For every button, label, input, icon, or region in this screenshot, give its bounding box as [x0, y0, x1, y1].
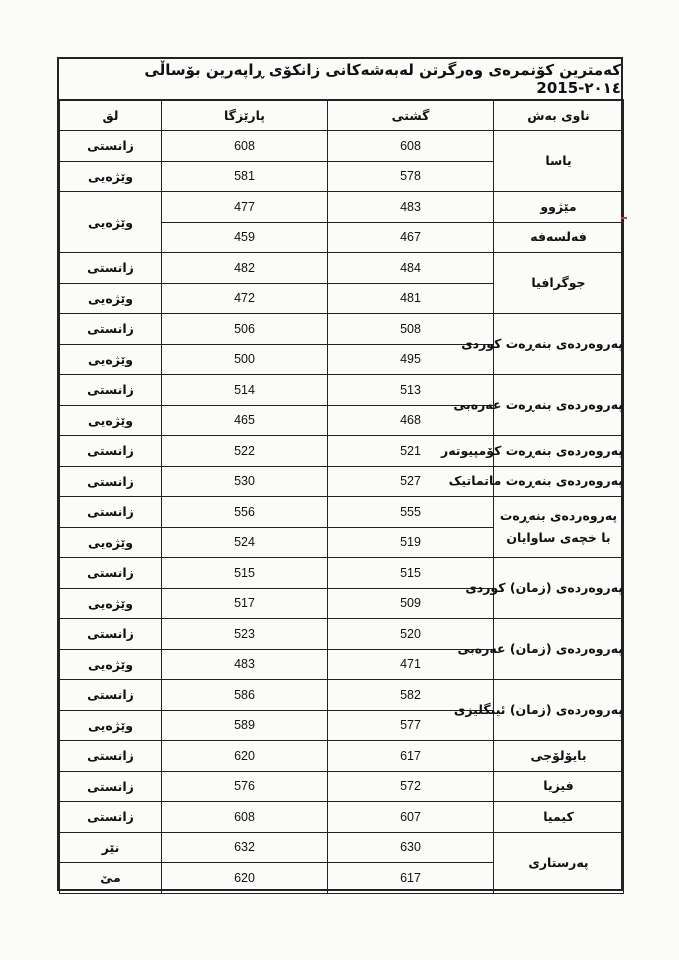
department-cell [453, 375, 624, 436]
province-score-cell: 608 [162, 131, 328, 162]
general-score-cell: 555 [328, 497, 494, 528]
general-score-cell: 617 [328, 863, 494, 894]
branch-cell: زانستی [60, 558, 162, 589]
department-name: جوگرافیا [531, 275, 586, 290]
table-row [60, 375, 624, 406]
department-cell [494, 802, 624, 833]
general-score-cell: 578 [328, 161, 494, 192]
department-name: فەلسەفە [530, 229, 587, 245]
department-name: پەروەردەی بنەڕەت کۆمپیوتەر [441, 442, 623, 458]
province-score-cell: 472 [162, 283, 328, 314]
department-name: یاسا [545, 153, 572, 168]
province-score-cell: 506 [162, 314, 328, 345]
department-name: مێژوو [540, 198, 577, 214]
department-cell [494, 832, 624, 893]
branch-cell: وێژەیی [60, 710, 162, 741]
province-score-cell: 581 [162, 161, 328, 192]
page-title: کەمترین کۆنمرەی وەرگرتن لەبەشەکانی زانکۆی ڕاپەرین بۆساڵی ٢٠١٤-2015 [59, 59, 621, 101]
table-row [60, 131, 624, 162]
department-cell [457, 619, 624, 680]
branch-cell: زانستی [60, 375, 162, 406]
general-score-cell: 483 [328, 192, 494, 223]
table-row [60, 802, 624, 833]
province-score-cell: 477 [162, 192, 328, 223]
branch-cell: نێر [60, 832, 162, 863]
table-body [60, 131, 624, 894]
general-score-cell: 519 [328, 527, 494, 558]
department-name: پەروەردەی (زمان) کوردی [465, 580, 623, 595]
department-cell [461, 314, 624, 375]
branch-cell: زانستی [60, 314, 162, 345]
province-score-cell: 589 [162, 710, 328, 741]
general-score-cell: 484 [328, 253, 494, 284]
branch-cell: زانستی [60, 619, 162, 650]
header-row [60, 100, 624, 131]
admission-table-sheet [57, 57, 623, 891]
table-row [60, 558, 624, 589]
department-name: پەرستاری [528, 854, 589, 870]
general-score-cell: 607 [328, 802, 494, 833]
general-score-cell: 527 [328, 466, 494, 497]
department-name: پەروەردەی (زمان) ئینگلیزی [453, 702, 623, 717]
general-score-cell: 467 [328, 222, 494, 253]
branch-cell: وێژەیی [60, 161, 162, 192]
table-row [60, 314, 624, 345]
department-cell [494, 771, 624, 802]
table-row [60, 253, 624, 284]
header-department: ناوی بەش [494, 100, 624, 131]
general-score-cell: 495 [328, 344, 494, 375]
department-cell [453, 680, 624, 741]
general-score-cell: 572 [328, 771, 494, 802]
department-name: کیمیا [543, 808, 574, 824]
branch-cell: وێژەیی [60, 405, 162, 436]
table-row [60, 771, 624, 802]
department-cell [494, 131, 624, 192]
department-name: با خچەی ساوایان [506, 530, 611, 545]
general-score-cell: 481 [328, 283, 494, 314]
department-cell [494, 741, 624, 772]
table-row [60, 619, 624, 650]
province-score-cell: 514 [162, 375, 328, 406]
department-name: پەروەردەی (زمان) عەرەبی [457, 641, 623, 656]
table-row [60, 680, 624, 711]
general-score-cell: 508 [328, 314, 494, 345]
table-row [60, 497, 624, 528]
department-cell [441, 436, 624, 467]
province-score-cell: 523 [162, 619, 328, 650]
branch-cell: زانستی [60, 497, 162, 528]
table-row [60, 741, 624, 772]
branch-cell: زانستی [60, 253, 162, 284]
province-score-cell: 482 [162, 253, 328, 284]
header-province: پارێزگا [162, 100, 328, 131]
department-cell [448, 466, 624, 497]
department-cell [494, 222, 624, 253]
province-score-cell: 586 [162, 680, 328, 711]
department-name: فیزیا [543, 778, 574, 794]
province-score-cell: 465 [162, 405, 328, 436]
province-score-cell: 632 [162, 832, 328, 863]
branch-cell: زانستی [60, 131, 162, 162]
province-score-cell: 459 [162, 222, 328, 253]
scores-table [59, 99, 624, 894]
branch-cell: زانستی [60, 436, 162, 467]
province-score-cell: 556 [162, 497, 328, 528]
general-score-cell: 513 [328, 375, 494, 406]
province-score-cell: 522 [162, 436, 328, 467]
table-row [60, 832, 624, 863]
province-score-cell: 530 [162, 466, 328, 497]
branch-cell: زانستی [60, 741, 162, 772]
general-score-cell: 471 [328, 649, 494, 680]
department-name: بایۆلۆجی [530, 747, 587, 763]
table-row [60, 192, 624, 223]
province-score-cell: 517 [162, 588, 328, 619]
ink-speck [621, 217, 627, 219]
branch-cell: زانستی [60, 802, 162, 833]
general-score-cell: 630 [328, 832, 494, 863]
province-score-cell: 500 [162, 344, 328, 375]
branch-cell: مێ [60, 863, 162, 894]
branch-cell: وێژەیی [60, 527, 162, 558]
table-row [60, 436, 624, 467]
branch-cell: وێژەیی [60, 588, 162, 619]
province-score-cell: 524 [162, 527, 328, 558]
header-general: گشتی [328, 100, 494, 131]
header-branch: لق [60, 100, 162, 131]
department-name: پەروەردەی بنەڕەت کوردی [461, 336, 623, 351]
province-score-cell: 608 [162, 802, 328, 833]
province-score-cell: 483 [162, 649, 328, 680]
general-score-cell: 608 [328, 131, 494, 162]
branch-cell: وێژەیی [60, 344, 162, 375]
general-score-cell: 577 [328, 710, 494, 741]
general-score-cell: 515 [328, 558, 494, 589]
branch-cell: وێژەیی [60, 192, 162, 253]
province-score-cell: 620 [162, 863, 328, 894]
province-score-cell: 515 [162, 558, 328, 589]
general-score-cell: 617 [328, 741, 494, 772]
department-cell [494, 497, 624, 558]
general-score-cell: 582 [328, 680, 494, 711]
branch-cell: وێژەیی [60, 283, 162, 314]
branch-cell: زانستی [60, 680, 162, 711]
department-cell [465, 558, 624, 619]
table-row [60, 466, 624, 497]
general-score-cell: 509 [328, 588, 494, 619]
department-cell [494, 253, 624, 314]
department-name: پەروەردەی بنەڕەت ماتماتیک [448, 473, 623, 489]
department-name: پەروەردەی بنەڕەت [499, 508, 618, 523]
general-score-cell: 468 [328, 405, 494, 436]
province-score-cell: 620 [162, 741, 328, 772]
department-cell [494, 192, 624, 223]
general-score-cell: 520 [328, 619, 494, 650]
province-score-cell: 576 [162, 771, 328, 802]
general-score-cell: 521 [328, 436, 494, 467]
department-name: پەروەردەی بنەڕەت عەرەبی [453, 397, 623, 412]
branch-cell: وێژەیی [60, 649, 162, 680]
branch-cell: زانستی [60, 466, 162, 497]
branch-cell: زانستی [60, 771, 162, 802]
